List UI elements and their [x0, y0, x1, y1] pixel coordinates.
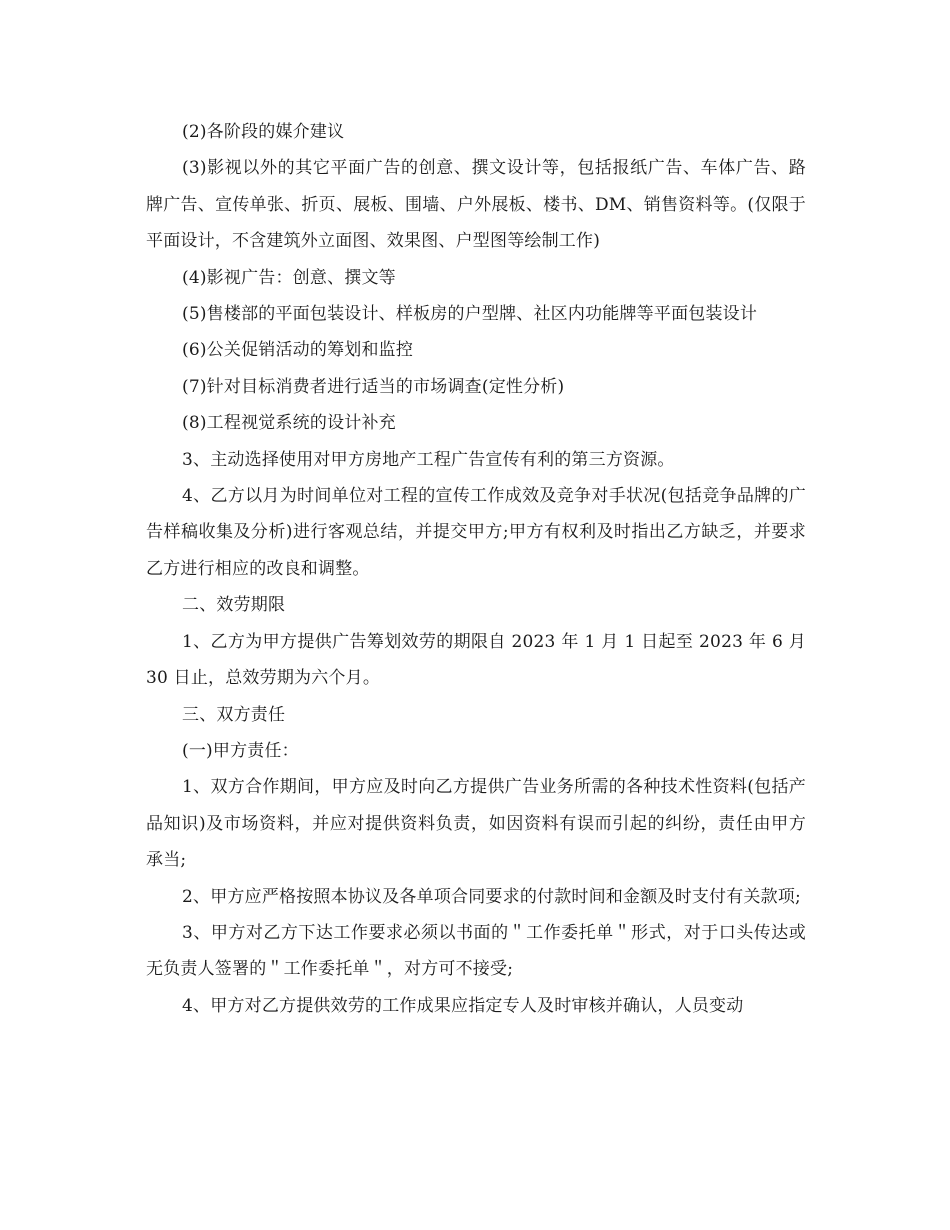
- paragraph-visual-system: (8)工程视觉系统的设计补充: [182, 413, 396, 434]
- paragraph-print-ads: (3)影视以外的其它平面广告的创意、撰文设计等，包括报纸广告、车体广告、路牌广告、宣传单张、折页、展板、围墙、户外展板、楼书、DM、销售资料等。(仅限于平面设计，不含建筑外立面图、效果图、户型图等绘制工作): [146, 158, 806, 252]
- paragraph-monthly-summary: 4、乙方以月为时间单位对工程的宣传工作成效及竞争对手状况(包括竞争品牌的广告样稿收集及分析)进行客观总结，并提交甲方;甲方有权利及时指出乙方缺乏，并要求乙方进行相应的改良和调整。: [146, 486, 806, 579]
- section-heading-responsibilities: 三、双方责任: [182, 704, 286, 725]
- document-body: [146, 114, 806, 1024]
- paragraph-pr-promotion: (6)公关促销活动的筹划和监控: [182, 340, 414, 361]
- section-heading-service-period: 二、效劳期限: [182, 595, 286, 616]
- paragraph-party-a-work-order: 3、甲方对乙方下达工作要求必须以书面的＂工作委托单＂形式，对于口头传达或无负责人签署的＂工作委托单＂，对方可不接受;: [146, 922, 806, 980]
- paragraph-service-period: 1、乙方为甲方提供广告筹划效劳的期限自 2023 年 1 月 1 日起至 2023 年 6 月 30 日止，总效劳期为六个月。: [146, 631, 806, 689]
- paragraph-third-party-resources: 3、主动选择使用对甲方房地产工程广告宣传有利的第三方资源。: [182, 449, 675, 470]
- paragraph-market-research: (7)针对目标消费者进行适当的市场调查(定性分析): [182, 376, 565, 397]
- paragraph-sales-office-design: (5)售楼部的平面包装设计、样板房的户型牌、社区内功能牌等平面包装设计: [182, 304, 758, 325]
- subsection-heading-party-a: (一)甲方责任：: [182, 740, 299, 761]
- paragraph-party-a-materials: 1、双方合作期间，甲方应及时向乙方提供广告业务所需的各种技术性资料(包括产品知识)及市场资料，并应对提供资料负责，如因资料有误而引起的纠纷，责任由甲方承当;: [146, 777, 806, 871]
- paragraph-media-suggestion: (2)各阶段的媒介建议: [182, 122, 345, 142]
- paragraph-video-ads: (4)影视广告：创意、撰文等: [182, 267, 396, 288]
- paragraph-party-a-payment: 2、甲方应严格按照本协议及各单项合同要求的付款时间和金额及时支付有关款项;: [182, 886, 801, 907]
- paragraph-party-a-review: 4、甲方对乙方提供效劳的工作成果应指定专人及时审核并确认，人员变动: [182, 995, 744, 1016]
